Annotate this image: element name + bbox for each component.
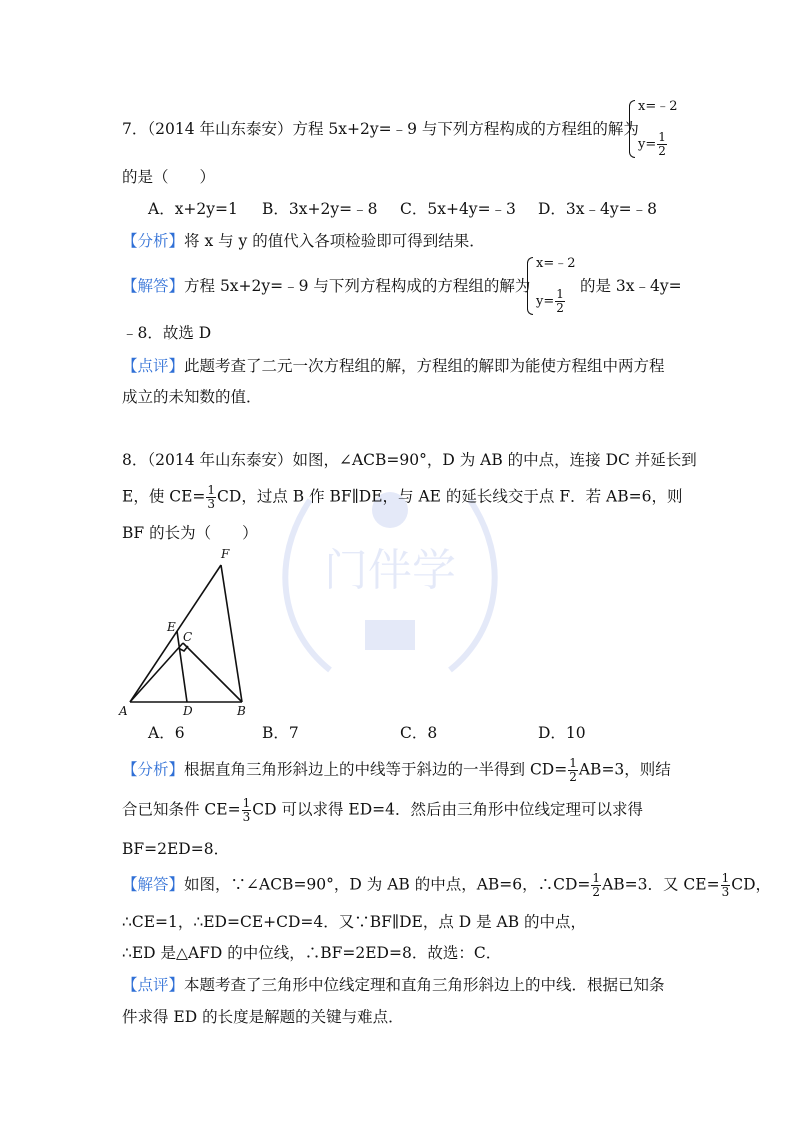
q7-option-a: A．x+2y=1 xyxy=(148,200,238,218)
q7-option-c: C．5x+4y=﹣3 xyxy=(400,200,516,218)
q7-stem-a: 7．（2014 年山东泰安）方程 5x+2y=﹣9 与下列方程构成的方程组的解为 xyxy=(122,120,639,138)
watermark-text: 门伴学 xyxy=(324,545,456,596)
label-b: B xyxy=(237,704,246,718)
label-a: A xyxy=(119,704,128,718)
q7-answer-system-y: y= $\frac{1}{2}$ xyxy=(536,287,564,315)
q8-stem-c: BF 的长为（ ） xyxy=(122,524,258,542)
q7-option-d: D．3x﹣4y=﹣8 xyxy=(538,200,657,218)
q7-system-y: y= $\frac{1}{2}$ xyxy=(638,130,666,158)
q8-option-b: B．7 xyxy=(262,724,299,742)
label-c: C xyxy=(183,630,193,644)
q7-system-brace xyxy=(629,100,635,158)
q8-comment-b: 件求得 ED 的长度是解题的关键与难点． xyxy=(122,1008,404,1026)
q7-stem-b: 的是（ ） xyxy=(122,168,216,186)
label-d: D xyxy=(183,704,193,718)
q7-comment-b: 成立的未知数的值． xyxy=(122,388,262,406)
q8-analysis-b: 合已知条件 CE= $\frac{1}{3}$ CD 可以求得 ED=4．然后由三角形中位线定理可以求得 xyxy=(122,796,643,824)
q7-analysis: 【分析】将 x 与 y 的值代入各项检验即可得到结果． xyxy=(122,232,485,250)
label-e: E xyxy=(167,620,176,634)
q7-answer-brace xyxy=(527,257,533,315)
q8-analysis-c: BF=2ED=8． xyxy=(122,840,230,858)
q8-option-c: C．8 xyxy=(400,724,438,742)
q8-answer-a: 【解答】如图，∵∠ACB=90°，D 为 AB 的中点，AB=6，∴CD= $\frac{1}{2}$ AB=3．又 CE= $\frac{1}{3}$ CD， xyxy=(122,871,772,899)
segment-fb xyxy=(221,565,242,702)
q8-option-a: A．6 xyxy=(148,724,185,742)
segment-ac xyxy=(130,643,183,702)
q7-comment-a: 【点评】此题考查了二元一次方程组的解，方程组的解即为能使方程组中两方程 xyxy=(122,357,665,375)
q7-option-b: B．3x+2y=﹣8 xyxy=(262,200,378,218)
q8-stem-a: 8．（2014 年山东泰安）如图，∠ACB=90°，D 为 AB 的中点，连接 DC 并延长到 xyxy=(122,451,697,469)
q8-stem-b: E，使 CE= $\frac{1}{3}$ CD，过点 B 作 BF∥DE，与 AE 的延长线交于点 F．若 AB=6，则 xyxy=(122,483,683,511)
q7-system-x: x=﹣2 xyxy=(638,99,678,114)
q7-answer-a: 【解答】方程 5x+2y=﹣9 与下列方程构成的方程组的解为 xyxy=(122,277,531,295)
q8-answer-c: ∴ED 是△AFD 的中位线，∴BF=2ED=8．故选：C． xyxy=(122,944,502,962)
q7-answer-c: ﹣8．故选 D xyxy=(122,324,212,342)
q8-answer-b: ∴CE=1，∴ED=CE+CD=4．又∵BF∥DE，点 D 是 AB 的中点， xyxy=(122,913,587,931)
q8-analysis-a: 【分析】根据直角三角形斜边上的中线等于斜边的一半得到 CD= $\frac{1}{2}$ AB=3，则结 xyxy=(122,756,671,784)
q8-option-d: D．10 xyxy=(538,724,586,742)
segment-cb xyxy=(183,643,242,702)
q8-comment-a: 【点评】本题考查了三角形中位线定理和直角三角形斜边上的中线．根据已知条 xyxy=(122,976,665,994)
label-f: F xyxy=(221,547,230,561)
q8-triangle-figure xyxy=(115,545,255,720)
q7-answer-b: 的是 3x﹣4y= xyxy=(580,277,682,295)
q7-answer-system-x: x=﹣2 xyxy=(536,256,576,271)
